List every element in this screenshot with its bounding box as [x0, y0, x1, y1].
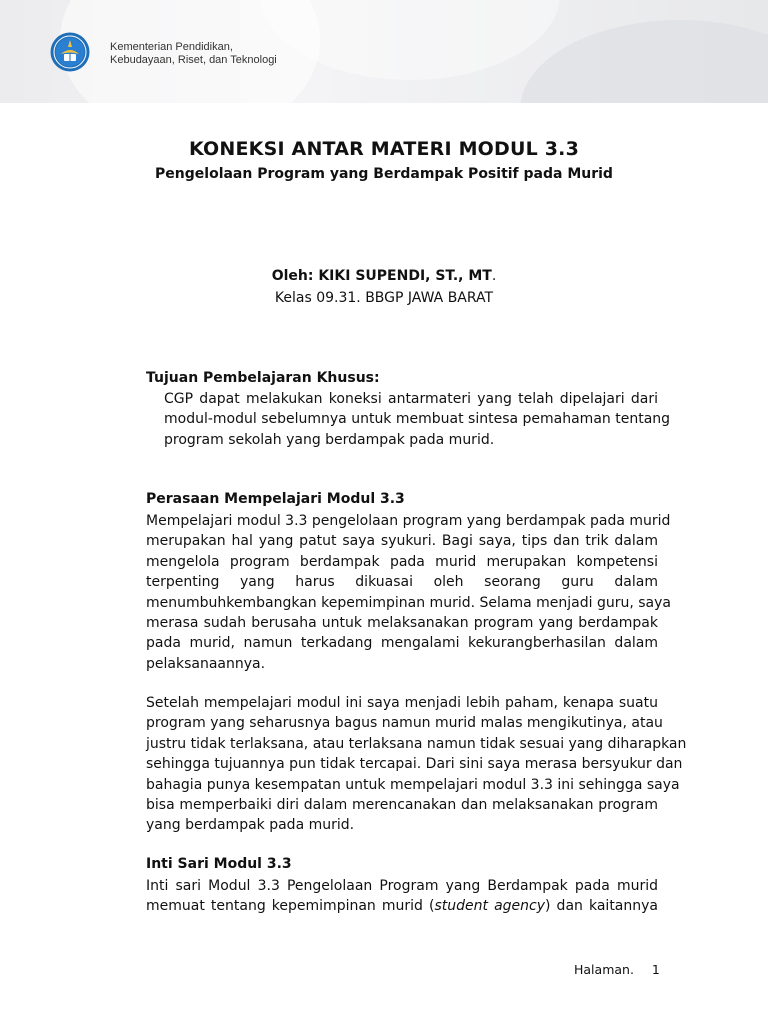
text-line: terpenting yang harus dikuasai oleh seorang guru dalam	[146, 574, 658, 591]
text-line: mengelola program berdampak pada murid merupakan kompetensi	[146, 553, 658, 570]
text-line-with-italic	[146, 896, 658, 916]
text-line: modul-modul sebelumnya untuk membuat sintesa pemahaman tentang	[164, 411, 671, 428]
text-line: merasa sudah berusaha untuk melaksanakan program yang berdampak	[146, 614, 658, 631]
section-heading-perasaan: Perasaan Mempelajari Modul 3.3	[146, 491, 405, 507]
ministry-name	[110, 41, 277, 67]
text-line: merupakan hal yang patut saya syukuri. Bagi saya, tips dan trik dalam	[146, 533, 658, 550]
header-banner	[0, 0, 768, 103]
ministry-line-2: Kebudayaan, Riset, dan Teknologi	[110, 54, 277, 66]
section-heading-tujuan: Tujuan Pembelajaran Khusus:	[146, 370, 380, 386]
author-period: .	[491, 268, 497, 284]
italic-term: student agency	[434, 898, 546, 915]
document-title: KONEKSI ANTAR MATERI MODUL 3.3	[188, 138, 580, 160]
text-line: menumbuhkembangkan kepemimpinan murid. Selama menjadi guru, saya	[146, 594, 671, 611]
page-number: 1	[651, 962, 660, 977]
document-subtitle: Pengelolaan Program yang Berdampak Positif pada Murid	[155, 166, 613, 182]
page-footer	[574, 962, 660, 977]
class-info: Kelas 09.31. BBGP JAWA BARAT	[274, 290, 494, 306]
text-line: program sekolah yang berdampak pada murid.	[164, 431, 495, 448]
text-line: Mempelajari modul 3.3 pengelolaan program yang berdampak pada murid	[146, 513, 671, 529]
intisari-paragraph	[146, 876, 658, 917]
text-line: sehingga tujuannya pun tidak tercapai. Dari sini saya merasa bersyukur dan	[146, 756, 683, 773]
text-line: justru tidak terlaksana, atau terlaksana namun tidak sesuai yang diharapkan	[146, 735, 687, 752]
perasaan-paragraph-1	[146, 511, 671, 674]
text-line: bahagia punya kesempatan untuk mempelajari modul 3.3 ini sehingga saya	[146, 776, 680, 793]
text-line: yang berdampak pada murid.	[146, 817, 355, 834]
text-line: pelaksanaannya.	[146, 655, 266, 672]
author-line	[0, 268, 768, 284]
section-heading-intisari: Inti Sari Modul 3.3	[146, 856, 292, 872]
text-line: Setelah mempelajari modul ini saya menjadi lebih paham, kenapa suatu	[146, 695, 658, 711]
text-line: bisa memperbaiki diri dalam merencanakan dan melaksanakan program	[146, 796, 658, 813]
text-line: program yang seharusnya bagus namun murid malas mengikutinya, atau	[146, 715, 663, 732]
tut-wuri-handayani-logo-icon	[50, 32, 90, 72]
perasaan-paragraph-2	[146, 693, 687, 836]
author-name: Oleh: KIKI SUPENDI, ST., MT	[271, 268, 492, 284]
text-segment: memuat tentang kepemimpinan murid (	[146, 898, 435, 915]
text-line: pada murid, namun terkadang mengalami kekurangberhasilan dalam	[146, 635, 658, 652]
text-line: CGP dapat melakukan koneksi antarmateri yang telah dipelajari dari	[164, 391, 658, 407]
text-line: Inti sari Modul 3.3 Pengelolaan Program yang Berdampak pada murid	[146, 878, 658, 894]
tujuan-paragraph	[164, 389, 671, 450]
text-segment: ) dan kaitannya	[545, 898, 658, 915]
page-label: Halaman.	[574, 962, 634, 977]
ministry-line-1: Kementerian Pendidikan,	[110, 41, 233, 53]
